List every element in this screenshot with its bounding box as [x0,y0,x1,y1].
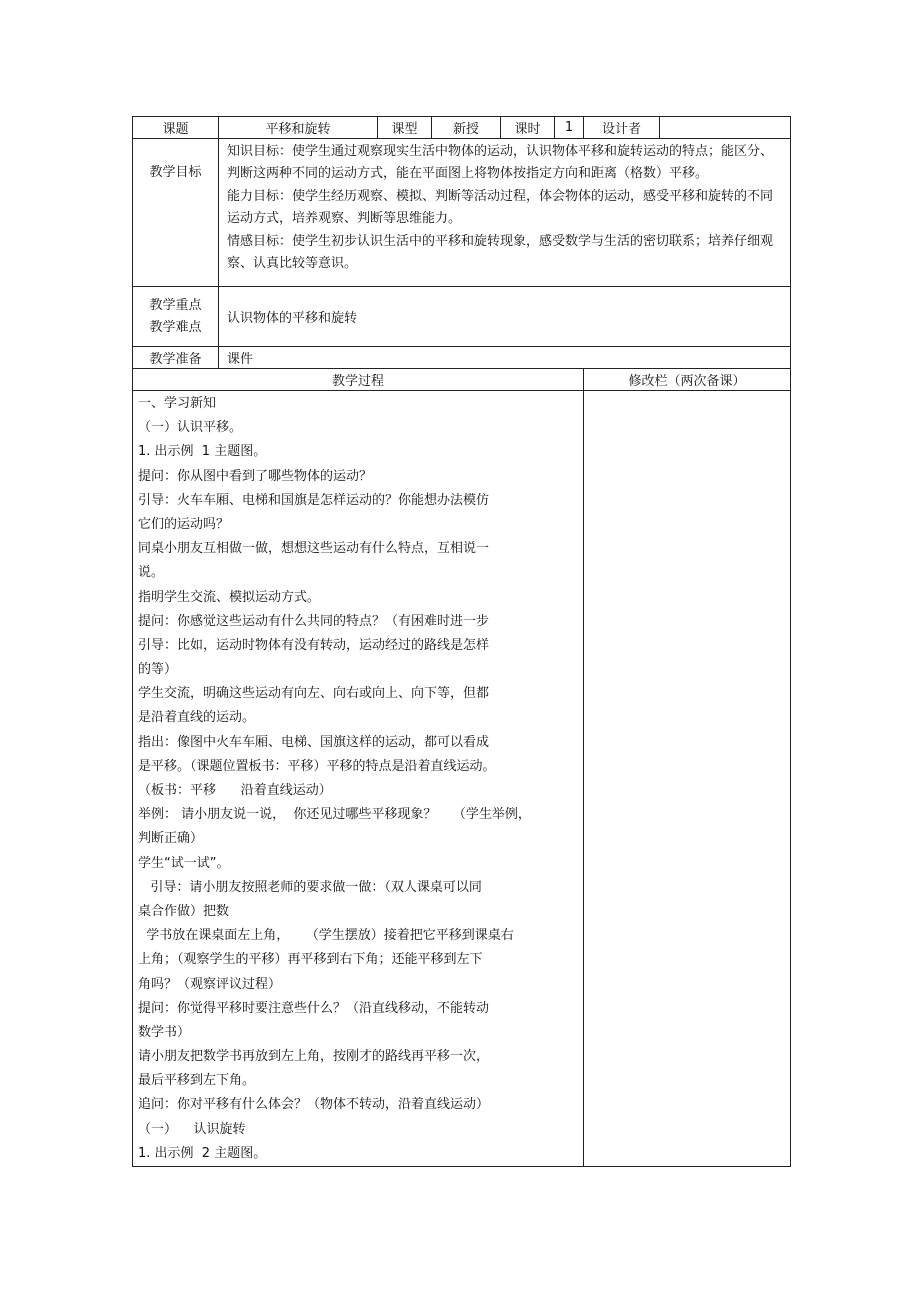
difficult-point-label: 教学难点 [149,319,202,335]
process-line: 1. 出示例 2 主题图。 [138,1145,267,1161]
process-line: 学生交流，明确这些运动有向左、向右或向上、向下等，但都 [138,686,490,702]
type-value: 新授 [432,117,501,139]
process-header-row [133,369,791,391]
process-line: 指出：像图中火车车厢、电梯、国旗这样的运动，都可以看成 [138,734,490,750]
process-line: 提问：你觉得平移时要注意些什么？（沿直线移动，不能转动 [138,1000,490,1016]
process-line: 举例： 请小朋友说一说， 你还见过哪些平移现象？ （学生举例， [138,807,531,823]
key-point-label: 教学重点 [149,297,202,313]
designer-label: 设计者 [584,117,660,139]
key-points-content: 认识物体的平移和旋转 [219,287,791,347]
process-line: （一）认识平移。 [138,420,243,436]
process-line: （一） 认识旋转 [138,1121,246,1137]
process-line: 角吗？（观察评议过程） [138,976,282,992]
process-line: 1. 出示例 1 主题图。 [138,444,267,460]
emotion-objective: 情感目标：使学生初步认识生活中的平移和旋转现象，感受数学与生活的密切联系；培养仔细观察、认真比较等意识。 [227,234,774,271]
process-line: 一、学习新知 [138,396,217,411]
process-header: 教学过程 [133,369,584,391]
process-line: 追问：你对平移有什么体会？（物体不转动，沿着直线运动） [138,1097,490,1113]
process-line: 同桌小朋友互相做一做，想想这些运动有什么特点，互相说一 [138,541,490,557]
process-line: 学书放在课桌面左上角， （学生摆放）接着把它平移到课桌右 [138,928,514,944]
process-line: 它们的运动吗？ [138,516,230,532]
process-lines [138,392,579,1166]
preparation-row [133,347,791,369]
process-line: 引导：请小朋友按照老师的要求做一做：（双人课桌可以同 [138,879,482,895]
period-value: 1 [555,117,584,139]
key-points-row [133,287,791,347]
topic-value: 平移和旋转 [219,117,378,139]
process-line: 桌合作做）把数 [138,903,230,919]
lesson-plan-table [132,116,791,1167]
knowledge-objective: 知识目标：使学生通过观察现实生活中物体的运动，认识物体平移和旋转运动的特点；能区分、判断这两种不同的运动方式，能在平面图上将物体按指定方向和距离（格数）平移。 [227,144,774,181]
topic-label: 课题 [133,117,219,139]
period-label: 课时 [501,117,555,139]
objectives-content [219,139,791,287]
process-line: 是沿着直线的运动。 [138,710,256,726]
process-line: 数学书） [138,1024,191,1040]
designer-value [660,117,791,139]
objectives-label: 教学目标 [133,139,219,287]
type-label: 课型 [378,117,432,139]
process-line: 判断正确） [138,831,204,847]
process-line: 引导：比如，运动时物体有没有转动，运动经过的路线是怎样 [138,637,490,653]
preparation-content: 课件 [219,347,791,369]
process-line: 上角；（观察学生的平移）再平移到右下角；还能平移到左下 [138,952,483,968]
process-line: 说。 [138,565,165,581]
objectives-row [133,139,791,287]
process-line: 学生“试一试”。 [138,855,230,871]
process-line: 请小朋友把数学书再放到左上角，按刚才的路线再平移一次， [138,1049,490,1065]
header-row [133,117,791,139]
process-line: （板书：平移 沿着直线运动） [138,783,332,798]
process-line: 最后平移到左下角。 [138,1073,256,1089]
process-content [133,391,584,1167]
process-line: 的等） [138,662,178,678]
process-line: 提问：你感觉这些运动有什么共同的特点？（有困难时进一步 [138,613,490,629]
process-line: 指明学生交流、模拟运动方式。 [138,589,321,605]
process-line: 提问：你从图中看到了哪些物体的运动？ [138,468,373,484]
revise-content [584,391,791,1167]
ability-objective: 能力目标：使学生经历观察、模拟、判断等活动过程，体会物体的运动，感受平移和旋转的不同运动方式，培养观察、判断等思维能力。 [227,189,774,226]
process-body-row [133,391,791,1167]
preparation-label: 教学准备 [133,347,219,369]
key-points-label [133,287,219,347]
process-line: 引导：火车车厢、电梯和国旗是怎样运动的？你能想办法模仿 [138,492,490,508]
process-line: 是平移。（课题位置板书：平移）平移的特点是沿着直线运动。 [138,758,496,774]
revise-header: 修改栏（两次备课） [584,369,791,391]
